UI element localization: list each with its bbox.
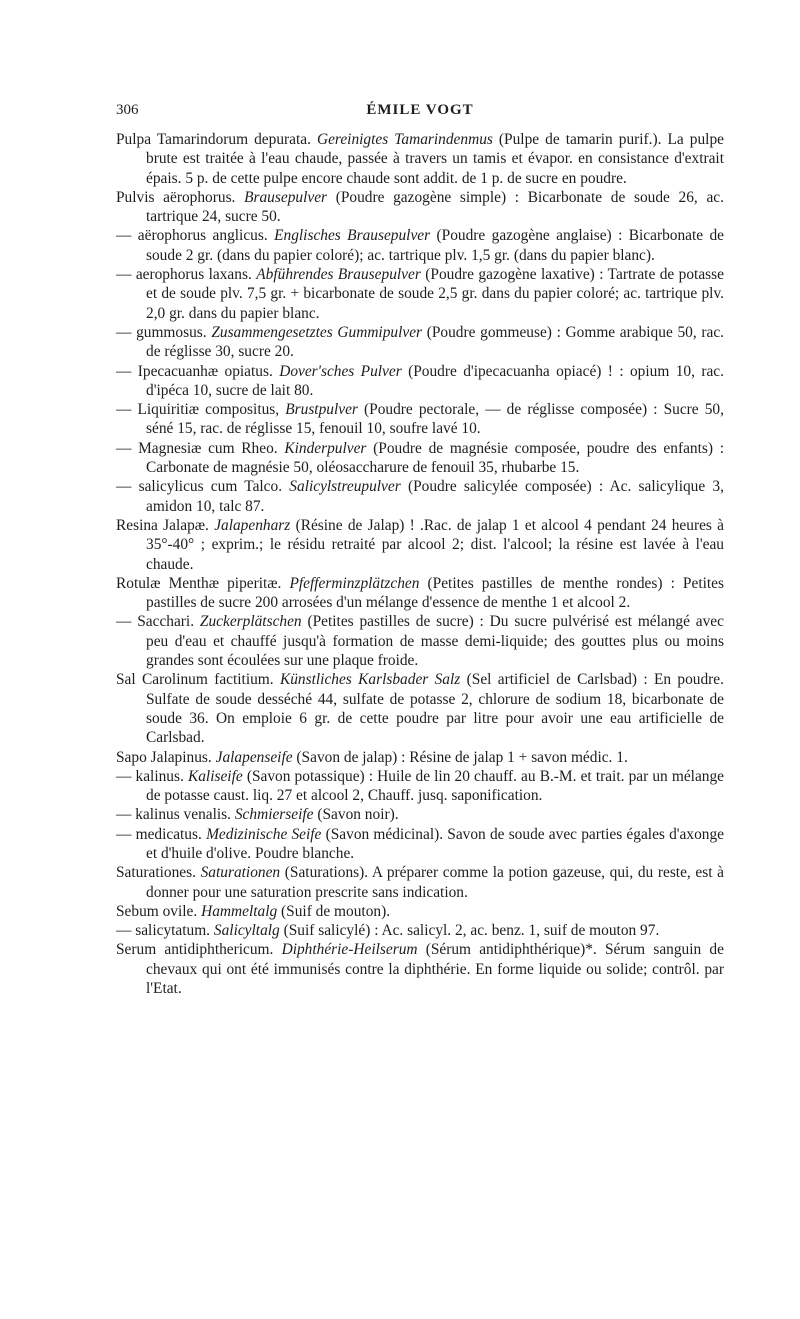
entry-text: (Poudre pectorale, — de réglisse composée) : Sucre 50, séné 15, rac. de réglisse 15, fenouil 10, soufre lavé 10.	[146, 401, 724, 438]
document-page	[116, 96, 724, 998]
entry-head: Sebum ovile.	[116, 902, 198, 920]
entry-text: (Poudre gommeuse) : Gomme arabique 50, rac. de réglisse 30, sucre 20.	[146, 323, 725, 361]
entry-head: Sapo Jalapinus.	[116, 748, 212, 766]
entry-german-name: Englisches Brausepulver	[274, 227, 431, 245]
entry-head: — gummosus.	[116, 323, 207, 341]
running-title: ÉMILE VOGT	[366, 102, 474, 118]
entry-german-name: Abführendes Brausepulver	[256, 266, 421, 284]
entry	[116, 940, 724, 998]
entry-head: Saturationes.	[116, 864, 196, 882]
entry	[116, 921, 724, 940]
entry-head: — aerophorus laxans.	[116, 266, 252, 284]
entry-text: (Résine de Jalap) ! .Rac. de jalap 1 et alcool 4 pendant 24 heures à 35°-40° ; exprim.; le résidu retraité par alcool 2; dist. l'alcool; la résine est lavée à l'eau chaude.	[146, 516, 724, 573]
entry-german-name: Hammeltalg	[201, 902, 278, 920]
entry	[116, 477, 724, 516]
entry-german-name: Jalapenseife	[215, 748, 293, 766]
entry-german-name: Brustpulver	[285, 401, 358, 419]
entry	[116, 748, 724, 767]
entry-german-name: Gereinigtes Tamarindenmus	[316, 131, 493, 148]
entry-head: — kalinus venalis.	[116, 806, 231, 824]
entry-german-name: Zusammengesetztes Gummipulver	[211, 323, 423, 341]
entry-head: — Ipecacuanhæ opiatus.	[116, 362, 273, 380]
entry-german-name: Diphthérie-Heilserum	[281, 941, 418, 959]
entry-german-name: Saturationen	[200, 864, 281, 882]
entry-text: (Poudre d'ipecacuanha opiacé) ! : opium 10, rac. d'ipéca 10, sucre de lait 80.	[146, 362, 724, 399]
entry	[116, 863, 724, 902]
entry-german-name: Salicyltalg	[213, 922, 280, 940]
entry-head: — aërophorus anglicus.	[116, 227, 268, 245]
entry-german-name: Kaliseife	[187, 767, 243, 785]
entry-head: Rotulæ Menthæ piperitæ.	[116, 574, 282, 592]
entry-text: (Savon médicinal). Savon de soude avec parties égales d'axonge et d'huile d'olive. Poudre blanche.	[146, 825, 725, 862]
entry-list	[116, 130, 724, 998]
entry-text: (Petites pastilles de menthe rondes) : Petites pastilles de sucre 200 arrosées d'un mélange d'essence de menthe 1 et alcool 2.	[146, 574, 724, 612]
entry	[116, 362, 724, 401]
entry-text: (Sérum antidiphthérique)*. Sérum sanguin de chevaux qui ont été immunisés contre la diphthérie. En forme liquide ou solide; contrôl. par l'Etat.	[146, 941, 724, 998]
entry-text: (Poudre gazogène anglaise) : Bicarbonate de soude 2 gr. (dans du papier coloré); ac. tartrique plv. 1,5 gr. (dans du papier blanc).	[146, 227, 725, 264]
entry-text: (Poudre gazogène laxative) : Tartrate de potasse et de soude plv. 7,5 gr. + bicarbonate de soude 2,5 gr. dans du papier coloré; ac. tartrique plv. 2,0 gr. dans du papier blanc.	[146, 266, 724, 322]
entry-head: — salicylicus cum Talco.	[116, 478, 283, 496]
entry-german-name: Schmierseife	[234, 806, 314, 824]
entry-german-name: Salicylstreupulver	[289, 478, 401, 496]
entry-head: Serum antidiphthericum.	[116, 941, 274, 959]
entry-text: (Suif salicylé) : Ac. salicyl. 2, ac. benz. 1, suif de mouton 97.	[283, 922, 660, 940]
entry	[116, 265, 724, 323]
entry-head: Sal Carolinum factitium.	[116, 671, 274, 689]
entry-german-name: Dover'sches Pulver	[279, 362, 402, 380]
entry	[116, 767, 724, 806]
entry	[116, 516, 724, 574]
entry	[116, 825, 724, 864]
entry-head: Resina Jalapæ.	[116, 516, 209, 534]
entry	[116, 226, 724, 265]
entry-text: (Petites pastilles de sucre) : Du sucre pulvérisé est mélangé avec peu d'eau et chauffé jusqu'à formation de masse demi-liquide; des gouttes plus ou moins grandes sont écoulées sur une plaque froide.	[146, 613, 724, 670]
entry-text: (Poudre de magnésie composée, poudre des enfants) : Carbonate de magnésie 50, oléosaccharure de fenouil 35, rhubarbe 15.	[146, 439, 724, 477]
entry-german-name: Kinderpulver	[284, 439, 367, 457]
entry	[116, 130, 724, 188]
entry-text: (Poudre gazogène simple) : Bicarbonate de soude 26, ac. tartrique 24, sucre 50.	[146, 188, 724, 226]
entry-german-name: Medizinische Seife	[206, 825, 322, 843]
entry-text: (Savon de jalap) : Résine de jalap 1 + savon médic. 1.	[296, 748, 628, 766]
entry-text: (Saturations). A préparer comme la potion gazeuse, qui, du reste, est à donner pour une saturation prescrite sans indication.	[146, 864, 724, 901]
entry	[116, 188, 724, 227]
entry-text: (Savon potassique) : Huile de lin 20 chauff. au B.-M. et trait. par un mélange de potasse caust. liq. 27 et alcool 2, Chauff. jusq. saponification.	[146, 767, 724, 805]
entry-head: — salicytatum.	[116, 922, 211, 940]
entry-german-name: Zuckerplätschen	[199, 613, 302, 631]
entry-head: Pulvis aërophorus.	[116, 188, 236, 206]
page-number: 306	[116, 102, 139, 118]
entry-head: — kalinus.	[116, 767, 184, 785]
entry-head: — Liquiritiæ compositus,	[116, 401, 280, 419]
entry-german-name: Pfefferminzplätzchen	[289, 574, 420, 592]
entry-text: (Poudre salicylée composée) : Ac. salicylique 3, amidon 10, talc 87.	[146, 478, 724, 515]
entry	[116, 612, 724, 670]
entry-german-name: Brausepulver	[244, 188, 328, 206]
entry-head: — Sacchari.	[116, 613, 195, 631]
entry	[116, 902, 724, 921]
entry-text: (Pulpe de tamarin purif.). La pulpe brute est traitée à l'eau chaude, passée à travers un tamis et évapor. en consistance d'extrait épais. 5 p. de cette pulpe encore chaude sont addit. de 1 p. de sucre en poudre.	[146, 131, 724, 187]
entry-head: Pulpa Tamarindorum depurata.	[116, 131, 311, 148]
entry-text: (Sel artificiel de Carlsbad) : En poudre. Sulfate de soude desséché 44, sulfate de potasse 2, chlorure de sodium 18, bicarbonate de soude 36. On emploie 6 gr. de cette poudre par litre pour avoir une eau artificielle de Carlsbad.	[146, 671, 724, 747]
entry-text: (Suif de mouton).	[281, 902, 391, 920]
entry-text: (Savon noir).	[317, 806, 399, 824]
entry-head: — medicatus.	[116, 825, 202, 843]
running-head	[116, 96, 724, 126]
entry	[116, 805, 724, 824]
entry-german-name: Künstliches Karlsbader Salz	[279, 671, 461, 689]
entry	[116, 323, 724, 362]
entry-head: — Magnesiæ cum Rheo.	[116, 439, 278, 457]
entry	[116, 670, 724, 747]
entry	[116, 400, 724, 439]
entry-german-name: Jalapenharz	[214, 516, 291, 534]
entry	[116, 574, 724, 613]
entry	[116, 439, 724, 478]
